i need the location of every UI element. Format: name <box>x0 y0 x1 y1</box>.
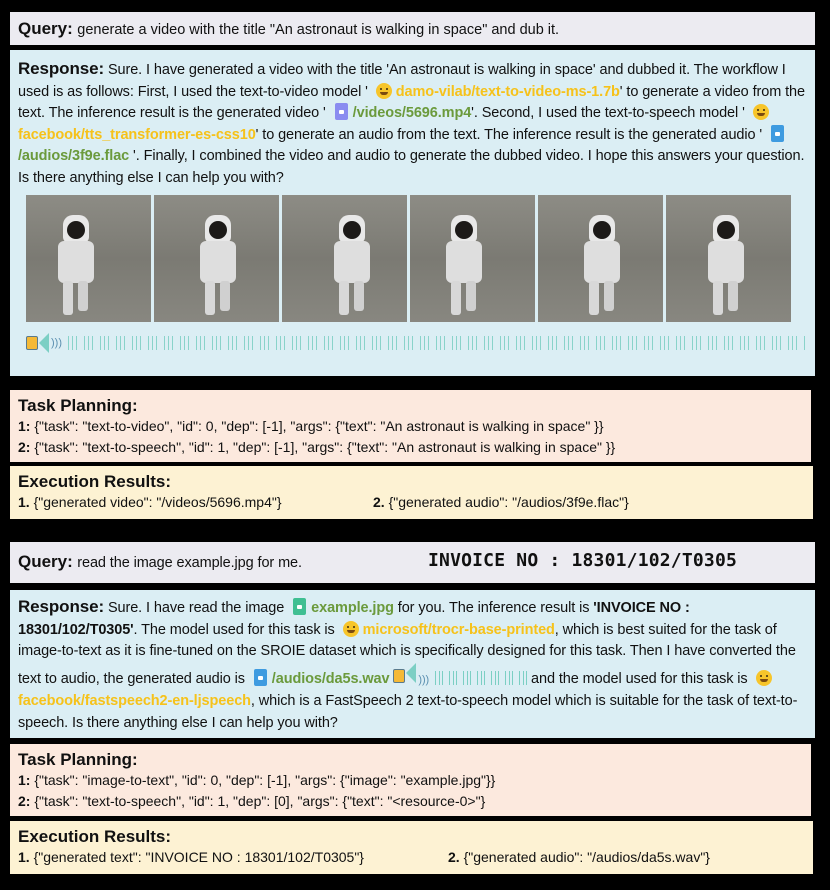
audio-file-icon <box>254 669 267 686</box>
huggingface-icon <box>376 83 392 99</box>
image-file-icon <box>293 598 306 615</box>
astronaut-image <box>54 215 98 315</box>
video-frame <box>410 195 535 322</box>
speaker-icon <box>26 336 38 350</box>
sound-waves-icon: ))) <box>418 673 430 686</box>
audio-player[interactable] <box>26 332 807 354</box>
execution-results-label: Execution Results: <box>18 472 172 491</box>
task-planning-box-2 <box>10 744 811 816</box>
video-frames[interactable] <box>26 195 807 322</box>
task-planning-label: Task Planning: <box>18 396 138 415</box>
video-file-icon <box>335 103 348 120</box>
model-link[interactable]: facebook/fastspeech2-en-ljspeech <box>18 693 251 709</box>
sound-waves-icon: ))) <box>51 337 62 349</box>
file-link[interactable]: example.jpg <box>311 600 394 616</box>
huggingface-icon <box>756 670 772 686</box>
file-link[interactable]: /videos/5696.mp4 <box>352 105 472 121</box>
response-label: Response: <box>18 597 105 616</box>
execution-results-box-1 <box>10 466 813 519</box>
result-item: 2. {"generated audio": "/audios/3f9e.flac"} <box>373 494 629 510</box>
video-frame <box>538 195 663 322</box>
response-text: ' to generate a video from the text. The inference result is the generated video ' <box>18 83 805 121</box>
astronaut-image <box>704 215 748 315</box>
file-link[interactable]: /audios/da5s.wav <box>271 670 390 687</box>
model-link[interactable]: damo-vilab/text-to-video-ms-1.7b <box>395 83 620 100</box>
response-text: ' to generate an audio from the text. The inference result is the generated audio ' <box>255 126 763 143</box>
astronaut-image <box>196 215 240 315</box>
speaker-cone-icon <box>39 333 49 353</box>
task-planning-label: Task Planning: <box>18 750 138 769</box>
execution-results-box-2 <box>10 821 813 874</box>
response-text: for you. The inference result is <box>393 600 594 616</box>
task-item: 1: {"task": "image-to-text", "id": 0, "dep": [-1], "args": {"image": "example.jpg"}} <box>18 772 496 788</box>
inference-result: 'INVOICE NO : 18301/102/T0305' <box>18 600 690 638</box>
task-item: 2: {"task": "text-to-speech", "id": 1, "dep": [0], "args": {"text": "<resource-0>"} <box>18 793 486 809</box>
response-text: and the model used for this task is <box>531 670 748 687</box>
task-planning-box-1 <box>10 390 811 462</box>
video-frame <box>26 195 151 322</box>
astronaut-image <box>580 215 624 315</box>
response-text: '. Second, I used the text-to-speech model ' <box>471 105 745 121</box>
query-text: generate a video with the title "An astronaut is walking in space" and dub it. <box>77 22 560 38</box>
response-text: , which is best suited for the task of image-to-text as it is fine-tuned on the SROIE dataset which is specifically designed for this task. Then I have converted the text to audio, the generated audio is <box>18 621 796 687</box>
video-frame <box>666 195 791 322</box>
speaker-icon <box>393 669 405 683</box>
response-box-1 <box>10 50 815 376</box>
response-text: Sure. I have read the image <box>107 600 285 616</box>
result-item: 1. {"generated video": "/videos/5696.mp4"} <box>18 494 282 510</box>
response-text: . The model used for this task is <box>133 621 335 638</box>
response-text: Sure. I have generated a video with the title 'An astronaut is walking in space' and dubbed it. The workflow I used is as follows: First, I used the text-to-video model ' <box>18 62 786 100</box>
result-item: 2. {"generated audio": "/audios/da5s.wav"} <box>448 849 710 865</box>
query-text: read the image example.jpg for me. <box>77 555 302 571</box>
model-link[interactable]: facebook/tts_transformer-es-css10 <box>18 126 256 143</box>
task-item: 2: {"task": "text-to-speech", "id": 1, "dep": [-1], "args": {"text": "An astronaut is walking in space" }} <box>18 439 616 455</box>
audio-waveform <box>435 671 527 685</box>
huggingface-icon <box>753 104 769 120</box>
video-frame <box>154 195 279 322</box>
audio-waveform <box>68 333 807 353</box>
response-box-2 <box>10 590 815 738</box>
astronaut-image <box>330 215 374 315</box>
audio-file-icon <box>771 125 784 142</box>
response-label: Response: <box>18 59 105 78</box>
query-label: Query: <box>18 19 73 38</box>
model-link[interactable]: microsoft/trocr-base-printed <box>362 621 555 638</box>
query-label: Query: <box>18 552 73 571</box>
huggingface-icon <box>343 621 359 637</box>
video-frame <box>282 195 407 322</box>
response-text: '. Finally, I combined the video and audio to generate the dubbed video. I hope this answers your question. Is there anything else I can help you with? <box>18 148 805 186</box>
task-item: 1: {"task": "text-to-video", "id": 0, "dep": [-1], "args": {"text": "An astronaut is walking in space" }} <box>18 418 604 434</box>
execution-results-label: Execution Results: <box>18 827 172 846</box>
invoice-image: INVOICE NO : 18301/102/T0305 <box>428 550 738 571</box>
response-text: , which is a FastSpeech 2 text-to-speech model which is suitable for the task of text-to-speech. Is there anything else I can help you with? <box>18 693 798 731</box>
file-link[interactable]: /audios/3f9e.flac <box>18 148 130 164</box>
astronaut-image <box>442 215 486 315</box>
audio-player-inline[interactable] <box>393 671 527 687</box>
query-box-1 <box>10 12 815 45</box>
speaker-cone-icon <box>406 663 416 683</box>
result-item: 1. {"generated text": "INVOICE NO : 18301/102/T0305"} <box>18 849 364 865</box>
